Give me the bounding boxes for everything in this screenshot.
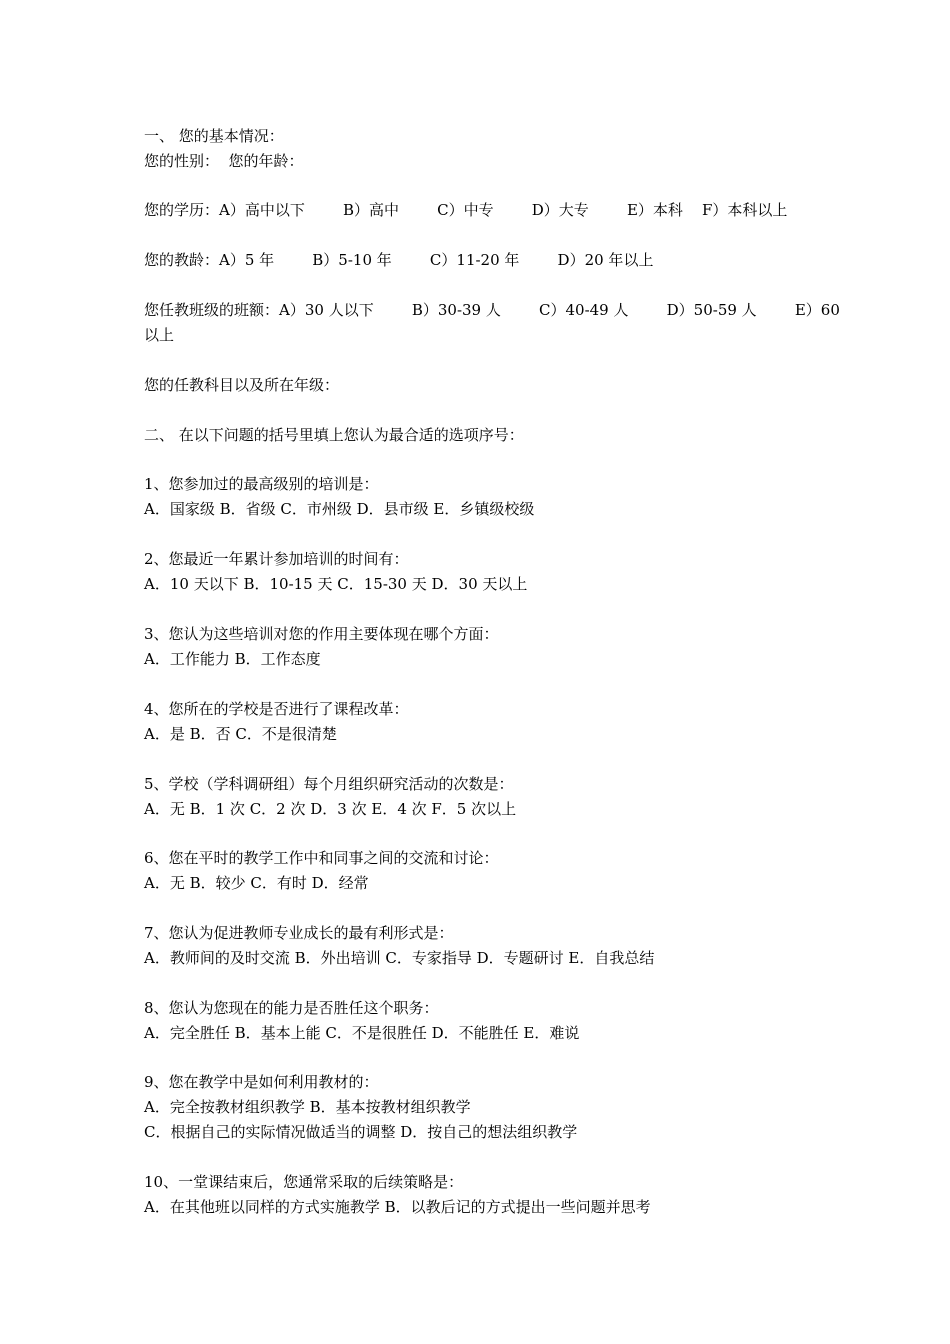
question-3-options: A．工作能力 B．工作态度 <box>144 650 321 668</box>
gender-age-line: 您的性别： 您的年龄： <box>144 152 304 170</box>
education-line: 您的学历：A）高中以下 B）高中 C）中专 D）大专 E）本科 F）本科以上 <box>144 201 788 219</box>
question-9-options: A．完全按教材组织教学 B．基本按教材组织教学 <box>144 1098 471 1116</box>
section2-heading: 二、 在以下问题的括号里填上您认为最合适的选项序号： <box>144 426 524 444</box>
question-10-options: A．在其他班以同样的方式实施教学 B．以教后记的方式提出一些问题并思考 <box>144 1198 651 1216</box>
question-6-options: A．无 B．较少 C．有时 D．经常 <box>144 874 369 892</box>
teaching-years-line: 您的教龄：A）5 年 B）5-10 年 C）11-20 年 D）20 年以上 <box>144 251 654 269</box>
question-5-options: A．无 B．1 次 C．2 次 D．3 次 E．4 次 F．5 次以上 <box>144 800 517 818</box>
question-8-options: A．完全胜任 B．基本上能 C．不是很胜任 D．不能胜任 E．难说 <box>144 1024 580 1042</box>
question-4-options: A．是 B．否 C．不是很清楚 <box>144 725 337 743</box>
question-2-options: A．10 天以下 B．10-15 天 C．15-30 天 D．30 天以上 <box>144 575 528 593</box>
question-2: 2、您最近一年累计参加培训的时间有： <box>144 550 409 568</box>
class-size-line-continued: 以上 <box>144 326 175 344</box>
question-7: 7、您认为促进教师专业成长的最有利形式是： <box>144 924 454 942</box>
question-9-options-continued: C．根据自己的实际情况做适当的调整 D．按自己的想法组织教学 <box>144 1123 578 1141</box>
question-1-options: A．国家级 B．省级 C．市州级 D．县市级 E．乡镇级校级 <box>144 500 535 518</box>
question-9: 9、您在教学中是如何利用教材的： <box>144 1073 379 1091</box>
question-10: 10、一堂课结束后，您通常采取的后续策略是： <box>144 1173 464 1191</box>
section1-heading: 一、 您的基本情况： <box>144 127 284 145</box>
question-4: 4、您所在的学校是否进行了课程改革： <box>144 700 409 718</box>
class-size-line: 您任教班级的班额：A）30 人以下 B）30-39 人 C）40-49 人 D）50-59 人 E）60 <box>144 301 840 319</box>
question-7-options: A．教师间的及时交流 B．外出培训 C．专家指导 D．专题研讨 E．自我总结 <box>144 949 655 967</box>
question-6: 6、您在平时的教学工作中和同事之间的交流和讨论： <box>144 849 499 867</box>
question-5: 5、学校（学科调研组）每个月组织研究活动的次数是： <box>144 775 514 793</box>
subject-grade-line: 您的任教科目以及所在年级： <box>144 376 340 394</box>
question-1: 1、您参加过的最高级别的培训是： <box>144 475 379 493</box>
question-3: 3、您认为这些培训对您的作用主要体现在哪个方面： <box>144 625 499 643</box>
question-8: 8、您认为您现在的能力是否胜任这个职务： <box>144 999 439 1017</box>
